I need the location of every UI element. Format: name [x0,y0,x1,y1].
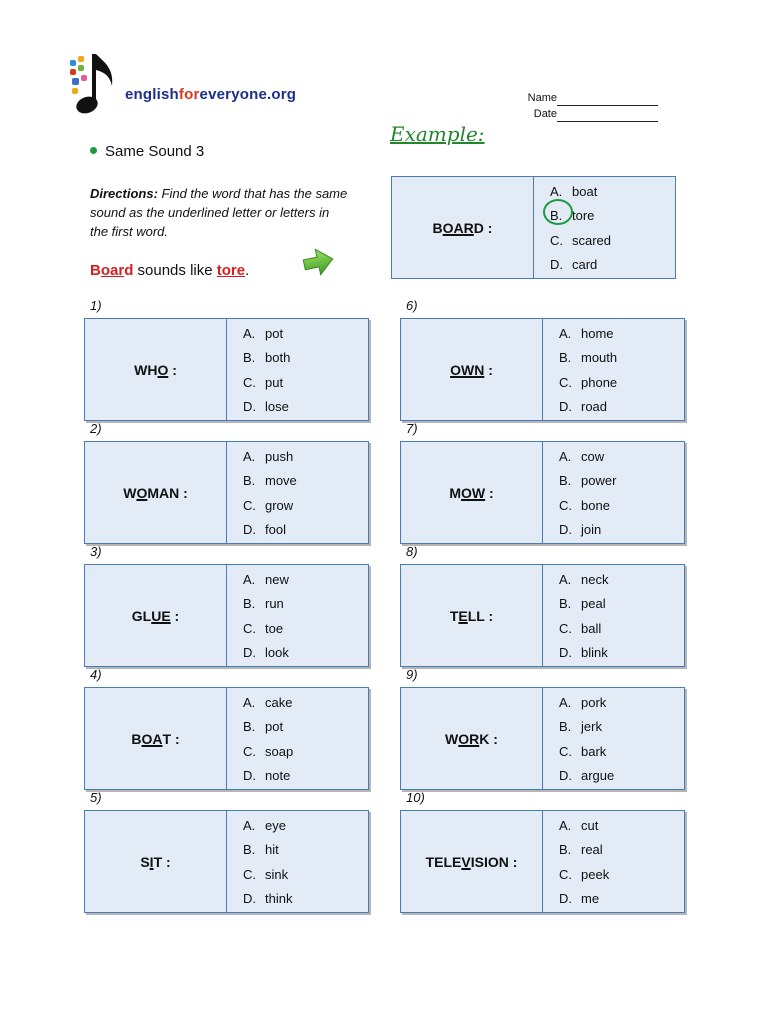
option-row[interactable] [243,371,368,395]
option-row[interactable] [559,887,684,911]
question-word-part: TELE [425,853,462,870]
option-letter-text: B. [559,842,572,858]
question-box [84,441,369,544]
option-letter [243,641,265,665]
question-word-part: S [140,853,150,870]
option-row[interactable] [243,322,368,346]
question-box [84,564,369,667]
option-letter [243,691,265,715]
question-number: 2) [90,421,102,436]
example-label: Example: [390,122,485,146]
option-letter [243,764,265,788]
option-letter-text: C. [243,620,256,636]
question-word-part: K : [479,730,498,747]
option-row[interactable] [559,838,684,862]
directions-label: Directions: [90,186,158,201]
option-row[interactable] [550,229,675,253]
question-word-part: B [131,730,142,747]
option-letter [559,641,581,665]
option-letter [243,863,265,887]
question-word-part: T : [153,853,171,870]
option-letter [559,715,581,739]
option-letter-text: D. [559,644,572,660]
option-letter-text: D. [243,521,256,537]
question-word [85,811,227,912]
option-letter-text: C. [243,497,256,513]
question-number: 7) [406,421,418,436]
name-field[interactable] [508,90,658,106]
option-text: me [581,890,600,906]
sample-word-underlined: oar [100,262,125,279]
option-text: road [581,398,608,414]
site-name-mid: for [178,86,200,103]
option-row[interactable] [243,691,368,715]
option-text: run [265,596,284,612]
question-options [543,688,684,789]
option-letter-text: B. [559,719,572,735]
question-word-part: : [485,484,494,501]
worksheet-title [90,143,204,160]
option-text: grow [265,497,294,513]
option-letter [559,764,581,788]
option-letter-text: C. [243,743,256,759]
option-text: pot [265,326,284,341]
option-letter [559,887,581,911]
option-letter-text: D. [243,890,256,906]
example-word [392,177,534,278]
option-text: toe [265,620,284,636]
option-row[interactable] [550,204,675,228]
option-row[interactable] [559,395,684,419]
example-word-part: B [432,219,443,236]
question-word [401,565,543,666]
option-letter-text: D. [550,256,563,272]
option-letter [243,445,265,469]
option-letter-text: D. [559,890,572,906]
option-row[interactable] [559,371,684,395]
question-options [543,442,684,543]
question-word-underlined: OR [458,730,480,747]
site-name-suffix: everyone.org [199,86,297,103]
option-text: ball [581,620,602,636]
question-options [543,319,684,420]
option-letter [243,469,265,493]
question-options [227,442,368,543]
question-options [543,811,684,912]
option-row[interactable] [559,863,684,887]
question-word-underlined: OA [141,730,163,747]
option-letter [559,592,581,616]
option-letter [243,371,265,395]
option-text: look [265,644,289,660]
question-word [85,319,227,420]
option-text: argue [581,767,615,783]
option-letter [559,740,581,764]
option-text: scared [572,232,612,248]
option-text: neck [581,572,609,587]
question-number: 8) [406,544,418,559]
sample-target-underlined: tore [216,262,246,279]
option-text: power [581,473,617,489]
option-letter-text: C. [559,620,572,636]
option-row[interactable] [559,469,684,493]
option-letter-text: B. [243,719,256,735]
option-letter [559,322,581,346]
option-row[interactable] [243,469,368,493]
option-letter-text: A. [243,449,256,464]
option-row[interactable] [559,691,684,715]
option-row[interactable] [243,346,368,370]
option-letter-text: A. [559,326,572,341]
option-letter-text: A. [559,818,572,833]
option-text: bark [581,743,607,759]
question-word-underlined: O [136,484,148,501]
option-text: push [265,449,294,464]
option-row[interactable] [243,740,368,764]
option-row[interactable] [550,180,675,204]
question-box [400,564,685,667]
option-letter-text: B. [243,596,256,612]
question-box [84,810,369,913]
option-row[interactable] [243,764,368,788]
option-row[interactable] [559,518,684,542]
question-word [85,565,227,666]
question-word-part: : [168,361,177,378]
question-word-part: GL [131,607,152,624]
option-letter-text: C. [243,866,256,882]
question-word-part: M [449,484,461,501]
option-text: home [581,326,614,341]
option-letter-text: A. [243,572,256,587]
question-options [227,811,368,912]
option-text: cake [265,695,293,710]
option-text: lose [265,398,289,414]
option-letter [243,346,265,370]
option-letter-text: C. [243,374,256,390]
option-text: real [581,842,603,858]
question-options [227,565,368,666]
example-word-underlined: OAR [442,219,474,236]
date-field[interactable] [508,106,658,122]
question-word-part: WH [134,361,158,378]
question-word [401,442,543,543]
question-number: 6) [406,298,418,313]
option-letter [243,617,265,641]
option-row[interactable] [559,494,684,518]
option-row[interactable] [243,518,368,542]
question-box [84,318,369,421]
question-word-part: T [449,607,459,624]
question-word-underlined: UE [151,607,171,624]
option-text: peek [581,866,610,882]
question-word-underlined: E [458,607,468,624]
option-letter [243,592,265,616]
date-label: Date [533,108,557,120]
option-row[interactable] [243,592,368,616]
answer-circle-icon [543,199,573,225]
question-box [400,441,685,544]
option-row[interactable] [243,838,368,862]
option-row[interactable] [243,494,368,518]
question-box [84,687,369,790]
green-dot-icon [90,147,97,154]
question-number: 4) [90,667,102,682]
option-letter-text: C. [559,866,572,882]
option-row[interactable] [559,592,684,616]
option-text: mouth [581,350,618,366]
example-word-part: D : [473,219,493,236]
option-row[interactable] [243,715,368,739]
question-number: 1) [90,298,102,313]
option-row[interactable] [550,253,675,277]
option-letter-text: A. [550,184,563,199]
option-letter [559,494,581,518]
option-row[interactable] [559,641,684,665]
sample-word-part: d [124,262,134,279]
option-text: join [581,521,602,537]
option-text: bone [581,497,610,513]
question-word-underlined: OWN [450,361,485,378]
option-text: new [265,572,289,587]
sample-target-word [217,262,245,279]
option-letter [559,371,581,395]
question-word-part: T : [162,730,180,747]
question-word-part: W [445,730,459,747]
option-text: jerk [581,719,602,735]
question-word-underlined: V [461,853,471,870]
option-row[interactable] [559,617,684,641]
option-text: soap [265,743,294,759]
question-word [401,319,543,420]
worksheet-title-text: Same Sound 3 [105,143,205,160]
option-text: think [265,890,293,906]
option-text: boat [572,184,598,199]
option-letter [243,715,265,739]
option-letter-text: A. [559,572,572,587]
option-row[interactable] [559,764,684,788]
option-letter [559,346,581,370]
option-text: tore [572,208,595,224]
directions-text: Find the word that has the same sound as the underlined letter or letters in the first word. [90,186,348,239]
name-line [557,94,658,106]
option-text: hit [265,842,279,858]
option-row[interactable] [559,568,684,592]
question-box [400,318,685,421]
option-letter [243,395,265,419]
option-letter-text: B. [559,473,572,489]
option-text: peal [581,596,606,612]
question-word [401,688,543,789]
question-box [400,687,685,790]
sample-sentence [90,262,249,279]
option-letter-text: D. [559,521,572,537]
option-letter-text: A. [243,818,256,833]
option-letter [559,568,581,592]
option-letter-text: B. [559,596,572,612]
option-row[interactable] [559,814,684,838]
question-word [85,688,227,789]
option-letter [243,518,265,542]
option-letter [559,445,581,469]
option-letter-text: C. [559,374,572,390]
example-box [391,176,676,279]
sample-word-part: B [90,262,101,279]
option-text: fool [265,521,286,537]
question-word-part: ISION : [470,853,518,870]
question-options [227,688,368,789]
sample-end: . [245,262,250,279]
option-text: sink [265,866,289,882]
option-text: phone [581,374,618,390]
question-number: 3) [90,544,102,559]
question-word-underlined: I [149,853,154,870]
option-row[interactable] [559,346,684,370]
option-letter [243,814,265,838]
option-text: eye [265,818,286,833]
option-row[interactable] [243,395,368,419]
name-label: Name [527,92,557,104]
option-row[interactable] [243,863,368,887]
music-note-icon [68,50,120,118]
option-letter [559,518,581,542]
question-word-underlined: O [157,361,169,378]
option-letter-text: A. [243,695,256,710]
option-text: cow [581,449,605,464]
site-logo-text [125,86,296,103]
option-letter-text: C. [559,743,572,759]
question-number: 10) [406,790,425,805]
option-row[interactable] [243,641,368,665]
option-row[interactable] [243,568,368,592]
question-word-part: W [123,484,137,501]
option-letter [559,838,581,862]
option-row[interactable] [559,445,684,469]
question-options [543,565,684,666]
option-letter-text: D. [559,398,572,414]
option-row[interactable] [243,445,368,469]
option-letter [559,469,581,493]
option-letter [243,322,265,346]
option-letter [243,740,265,764]
question-box [400,810,685,913]
sample-mid-text: sounds like [133,262,217,279]
question-word-part: : [170,607,180,624]
question-number: 9) [406,667,418,682]
directions [90,184,350,241]
option-text: move [265,473,297,489]
option-letter [559,691,581,715]
date-line [557,110,658,122]
site-name-prefix: english [125,86,179,103]
option-letter-text: D. [243,644,256,660]
option-text: pork [581,695,607,710]
option-letter [559,863,581,887]
option-letter-text: C. [550,232,563,248]
question-word [401,811,543,912]
option-letter [243,494,265,518]
green-arrow-icon [300,244,336,280]
option-text: blink [581,644,608,660]
option-text: cut [581,818,599,833]
option-row[interactable] [559,740,684,764]
option-letter [559,617,581,641]
option-letter-text: B. [243,473,256,489]
option-letter [559,814,581,838]
option-letter [550,204,572,228]
option-text: both [265,350,291,366]
question-number: 5) [90,790,102,805]
option-letter-text: D. [243,398,256,414]
option-row[interactable] [559,322,684,346]
option-row[interactable] [243,617,368,641]
option-letter [559,395,581,419]
option-letter-text: D. [559,767,572,783]
sample-word [90,262,133,279]
option-letter-text: A. [559,695,572,710]
question-word-underlined: OW [461,484,486,501]
question-word-part: MAN : [147,484,188,501]
option-text: put [265,374,284,390]
option-letter [243,838,265,862]
question-word-part: : [484,361,493,378]
option-letter-text: A. [243,326,256,341]
option-letter-text: B. [559,350,572,366]
question-options [227,319,368,420]
option-text: note [265,767,291,783]
question-word-part: LL : [467,607,494,624]
option-letter [243,887,265,911]
option-text: card [572,256,598,272]
option-letter-text: B. [550,208,563,224]
option-letter-text: B. [243,842,256,858]
name-date-block [508,90,658,122]
option-row[interactable] [559,715,684,739]
question-word [85,442,227,543]
option-letter [550,253,572,277]
option-row[interactable] [243,814,368,838]
option-row[interactable] [243,887,368,911]
option-letter-text: C. [559,497,572,513]
option-letter [550,229,572,253]
example-options [534,177,675,278]
option-text: pot [265,719,284,735]
option-letter-text: B. [243,350,256,366]
option-letter [243,568,265,592]
option-letter-text: A. [559,449,572,464]
option-letter-text: D. [243,767,256,783]
